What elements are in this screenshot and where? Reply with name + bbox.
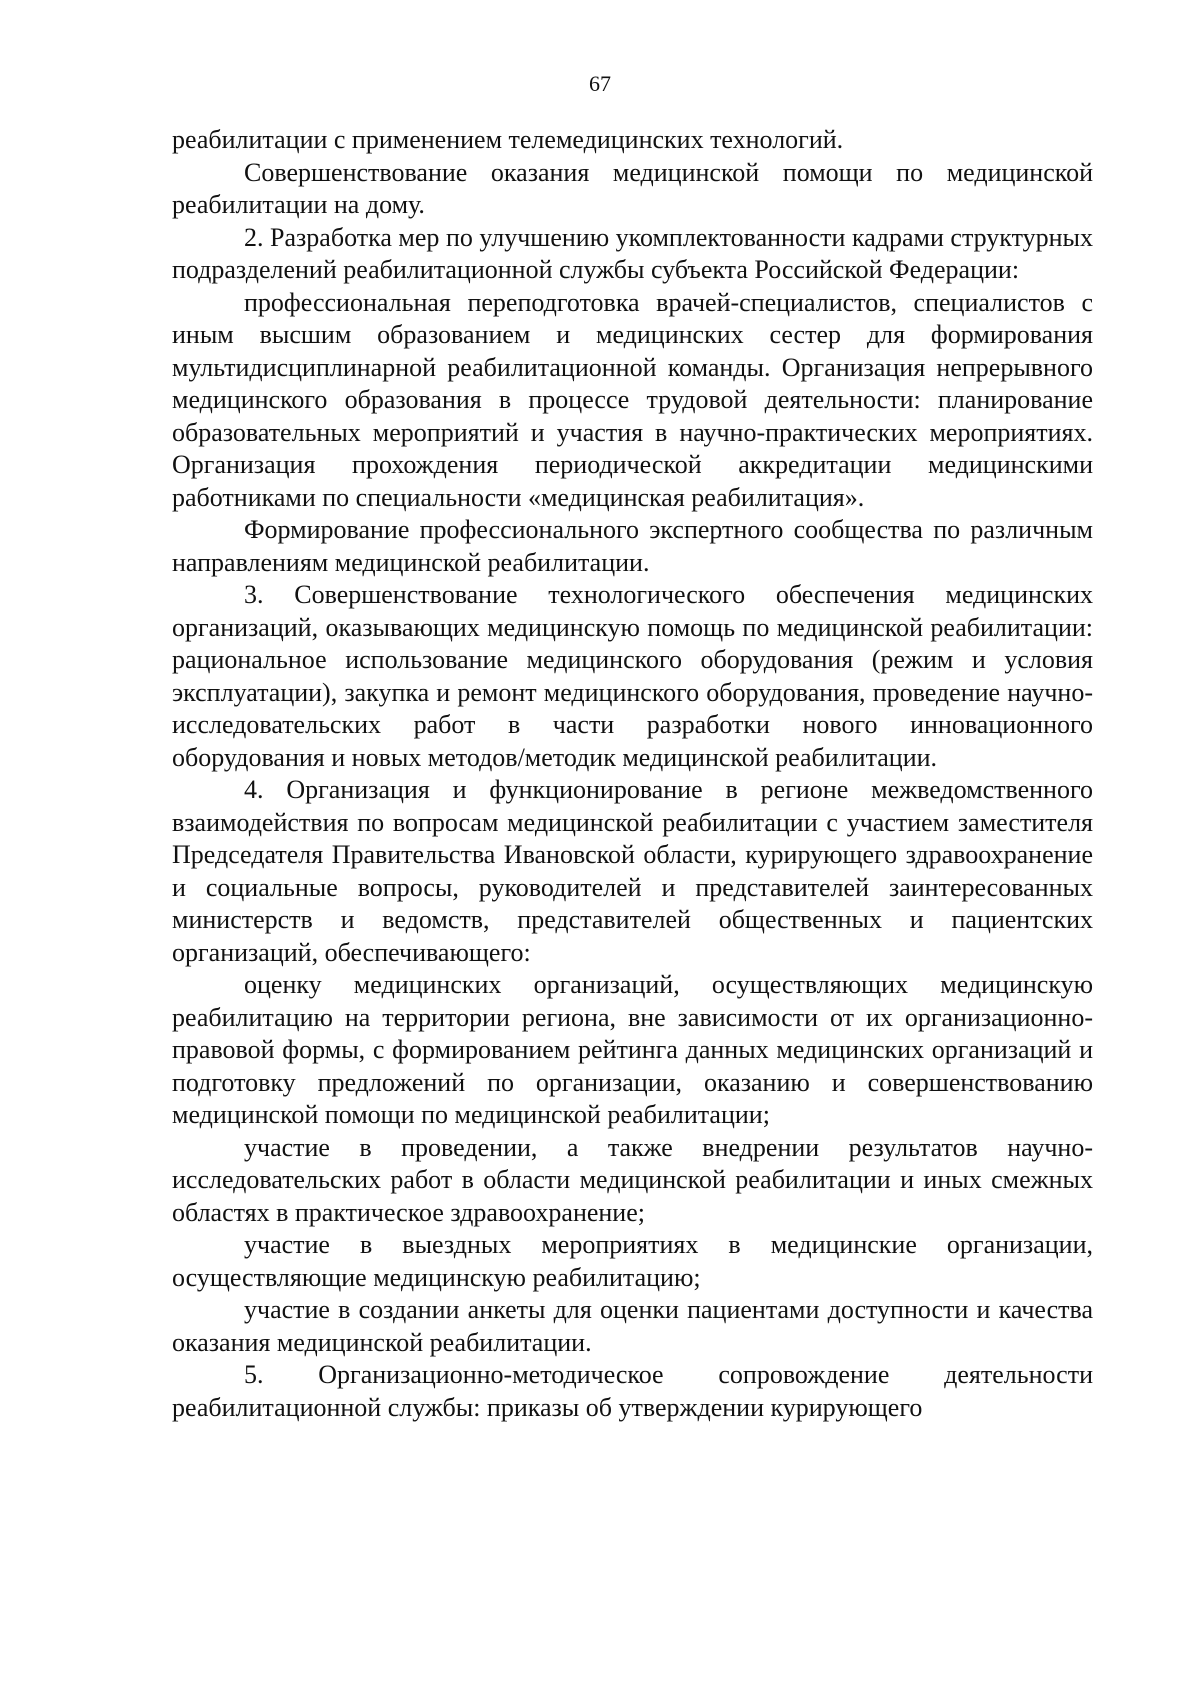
page-number: 67 [589,71,611,96]
paragraph: Совершенствование оказания медицинской помощи по медицинской реабилитации на дому. [172,157,1093,219]
paragraph: участие в создании анкеты для оценки пациентами доступности и качества оказания медицинской реабилитации. [172,1295,1093,1357]
paragraph: 5. Организационно-методическое сопровождение деятельности реабилитационной службы: приказы об утверждении курирующего [172,1360,1093,1422]
document-body [172,124,1093,1424]
paragraph: реабилитации с применением телемедицинских технологий. [172,125,844,154]
paragraph: 2. Разработка мер по улучшению укомплектованности кадрами структурных подразделений реабилитационной службы субъекта Российской Федерации: [172,222,1093,284]
paragraph: участие в выездных мероприятиях в медицинские организации, осуществляющие медицинскую реабилитацию; [172,1230,1093,1292]
paragraph: 4. Организация и функционирование в регионе межведомственного взаимодействия по вопросам медицинской реабилитации с участием заместителя Председателя Правительства Ивановской области, курирующего здравоохранение и социальные вопросы, руководителей и представителей заинтересованных министерств и ведомств, представителей общественных и пациентских организаций, обеспечивающего: [172,775,1093,967]
paragraph: 3. Совершенствование технологического обеспечения медицинских организаций, оказывающих медицинскую помощь по медицинской реабилитации: рациональное использование медицинского оборудования (режим и условия эксплуатации), закупка и ремонт медицинского оборудования, проведение научно-исследовательских работ в части разработки нового инновационного оборудования и новых методов/методик медицинской реабилитации. [172,580,1093,772]
paragraph: Формирование профессионального экспертного сообщества по различным направлениям медицинской реабилитации. [172,515,1093,577]
paragraph: участие в проведении, а также внедрении результатов научно-исследовательских работ в области медицинской реабилитации и иных смежных областях в практическое здравоохранение; [172,1132,1093,1227]
paragraph: оценку медицинских организаций, осуществляющих медицинскую реабилитацию на территории региона, вне зависимости от их организационно-правовой формы, с формированием рейтинга данных медицинских организаций и подготовку предложений по организации, оказанию и совершенствованию медицинской помощи по медицинской реабилитации; [172,970,1093,1129]
paragraph: профессиональная переподготовка врачей-специалистов, специалистов с иным высшим образованием и медицинских сестер для формирования мультидисциплинарной реабилитационной команды. Организация непрерывного медицинского образования в процессе трудовой деятельности: планирование образовательных мероприятий и участия в научно-практических мероприятиях. Организация прохождения периодической аккредитации медицинскими работниками по специальности «медицинская реабилитация». [172,287,1093,512]
